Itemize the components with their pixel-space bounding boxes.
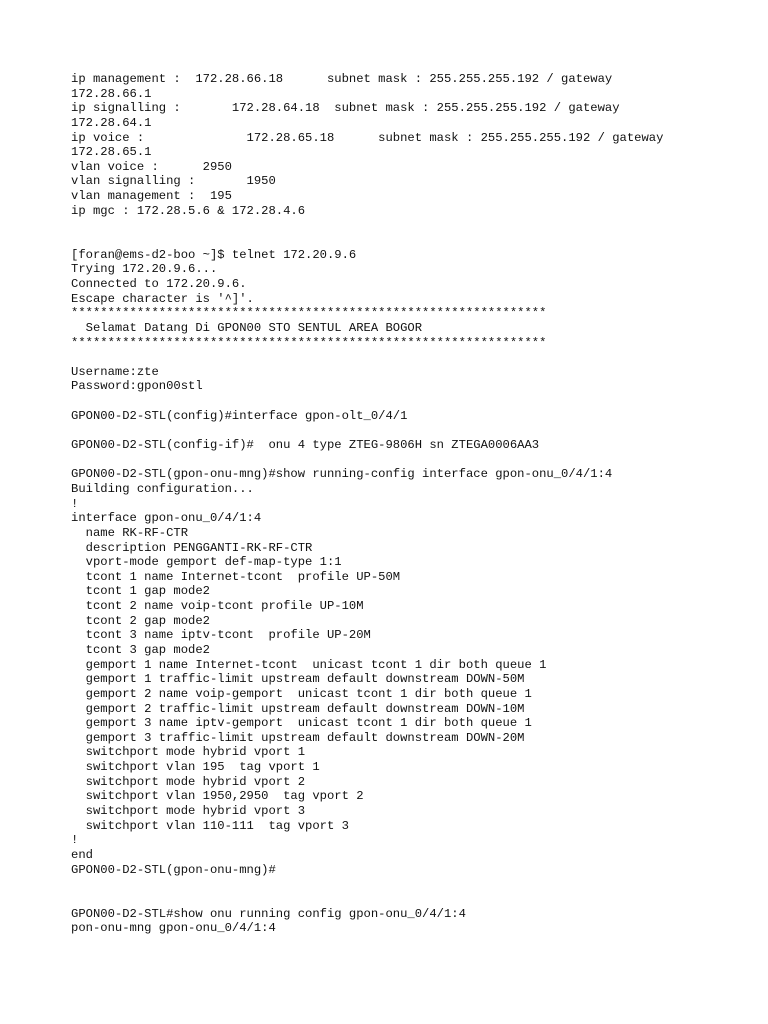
text-line: tcont 1 gap mode2 xyxy=(71,584,210,599)
text-line: end xyxy=(71,847,93,862)
text-line: tcont 3 name iptv-tcont profile UP-20M xyxy=(71,628,371,643)
text-line: ***************************************************************** xyxy=(71,335,547,350)
blank-line xyxy=(71,350,751,365)
blank-line xyxy=(71,218,751,233)
text-line: switchport mode hybrid vport 2 xyxy=(71,774,306,789)
text-line: Selamat Datang Di GPON00 STO SENTUL AREA BOGOR xyxy=(71,320,423,335)
text-line: GPON00-D2-STL(gpon-onu-mng)#show running-config interface gpon-onu_0/4/1:4 xyxy=(71,467,613,482)
text-line: switchport mode hybrid vport 1 xyxy=(71,745,306,760)
text-line: tcont 2 gap mode2 xyxy=(71,613,210,628)
text-line: 172.28.66.1 xyxy=(71,86,152,101)
blank-line xyxy=(71,877,751,892)
text-line: gemport 2 traffic-limit upstream default downstream DOWN-10M xyxy=(71,701,525,716)
blank-line xyxy=(71,233,751,248)
text-line: ! xyxy=(71,833,79,848)
blank-line xyxy=(71,423,751,438)
text-line: ip mgc : 172.28.5.6 & 172.28.4.6 xyxy=(71,203,306,218)
text-line: 172.28.64.1 xyxy=(71,115,152,130)
text-line: GPON00-D2-STL(config)#interface gpon-olt_0/4/1 xyxy=(71,408,408,423)
blank-line xyxy=(71,394,751,409)
text-line: tcont 1 name Internet-tcont profile UP-50M xyxy=(71,569,401,584)
text-line: Trying 172.20.9.6... xyxy=(71,262,218,277)
text-line: gemport 3 name iptv-gemport unicast tcont 1 dir both queue 1 xyxy=(71,716,532,731)
text-line: [foran@ems-d2-boo ~]$ telnet 172.20.9.6 xyxy=(71,247,357,262)
text-line: Username:zte xyxy=(71,364,159,379)
text-line: Password:gpon00stl xyxy=(71,379,203,394)
text-line: 172.28.65.1 xyxy=(71,145,152,160)
text-line: ip signalling : 172.28.64.18 subnet mask : 255.255.255.192 / gateway xyxy=(71,101,620,116)
text-line: switchport vlan 1950,2950 tag vport 2 xyxy=(71,789,364,804)
text-line: vlan management : 195 xyxy=(71,189,232,204)
text-line: vport-mode gemport def-map-type 1:1 xyxy=(71,555,342,570)
text-line: GPON00-D2-STL(gpon-onu-mng)# xyxy=(71,862,276,877)
text-line: vlan voice : 2950 xyxy=(71,159,232,174)
text-line: name RK-RF-CTR xyxy=(71,525,189,540)
text-line: switchport vlan 195 tag vport 1 xyxy=(71,760,320,775)
text-line: interface gpon-onu_0/4/1:4 xyxy=(71,511,262,526)
text-line: GPON00-D2-STL#show onu running config gpon-onu_0/4/1:4 xyxy=(71,906,466,921)
text-line: switchport vlan 110-111 tag vport 3 xyxy=(71,818,349,833)
text-line: vlan signalling : 1950 xyxy=(71,174,276,189)
text-line: gemport 1 traffic-limit upstream default downstream DOWN-50M xyxy=(71,672,525,687)
text-line: GPON00-D2-STL(config-if)# onu 4 type ZTEG-9806H sn ZTEGA0006AA3 xyxy=(71,438,540,453)
text-line: ip management : 172.28.66.18 subnet mask : 255.255.255.192 / gateway xyxy=(71,72,613,86)
text-line: Building configuration... xyxy=(71,481,254,496)
blank-line xyxy=(71,453,751,468)
text-line: gemport 3 traffic-limit upstream default downstream DOWN-20M xyxy=(71,730,525,745)
text-line: ! xyxy=(71,496,79,511)
text-line: tcont 3 gap mode2 xyxy=(71,642,210,657)
text-line: Connected to 172.20.9.6. xyxy=(71,276,247,291)
text-line: ***************************************************************** xyxy=(71,306,547,321)
text-line: gemport 1 name Internet-tcont unicast tcont 1 dir both queue 1 xyxy=(71,657,547,672)
text-line: description PENGGANTI-RK-RF-CTR xyxy=(71,540,313,555)
text-line: ip voice : 172.28.65.18 subnet mask : 255.255.255.192 / gateway xyxy=(71,130,664,145)
text-line: tcont 2 name voip-tcont profile UP-10M xyxy=(71,599,364,614)
document-page xyxy=(71,72,751,936)
text-line: Escape character is '^]'. xyxy=(71,291,254,306)
text-line: switchport mode hybrid vport 3 xyxy=(71,804,306,819)
blank-line xyxy=(71,892,751,907)
text-line: gemport 2 name voip-gemport unicast tcont 1 dir both queue 1 xyxy=(71,686,532,701)
text-line: pon-onu-mng gpon-onu_0/4/1:4 xyxy=(71,921,276,936)
